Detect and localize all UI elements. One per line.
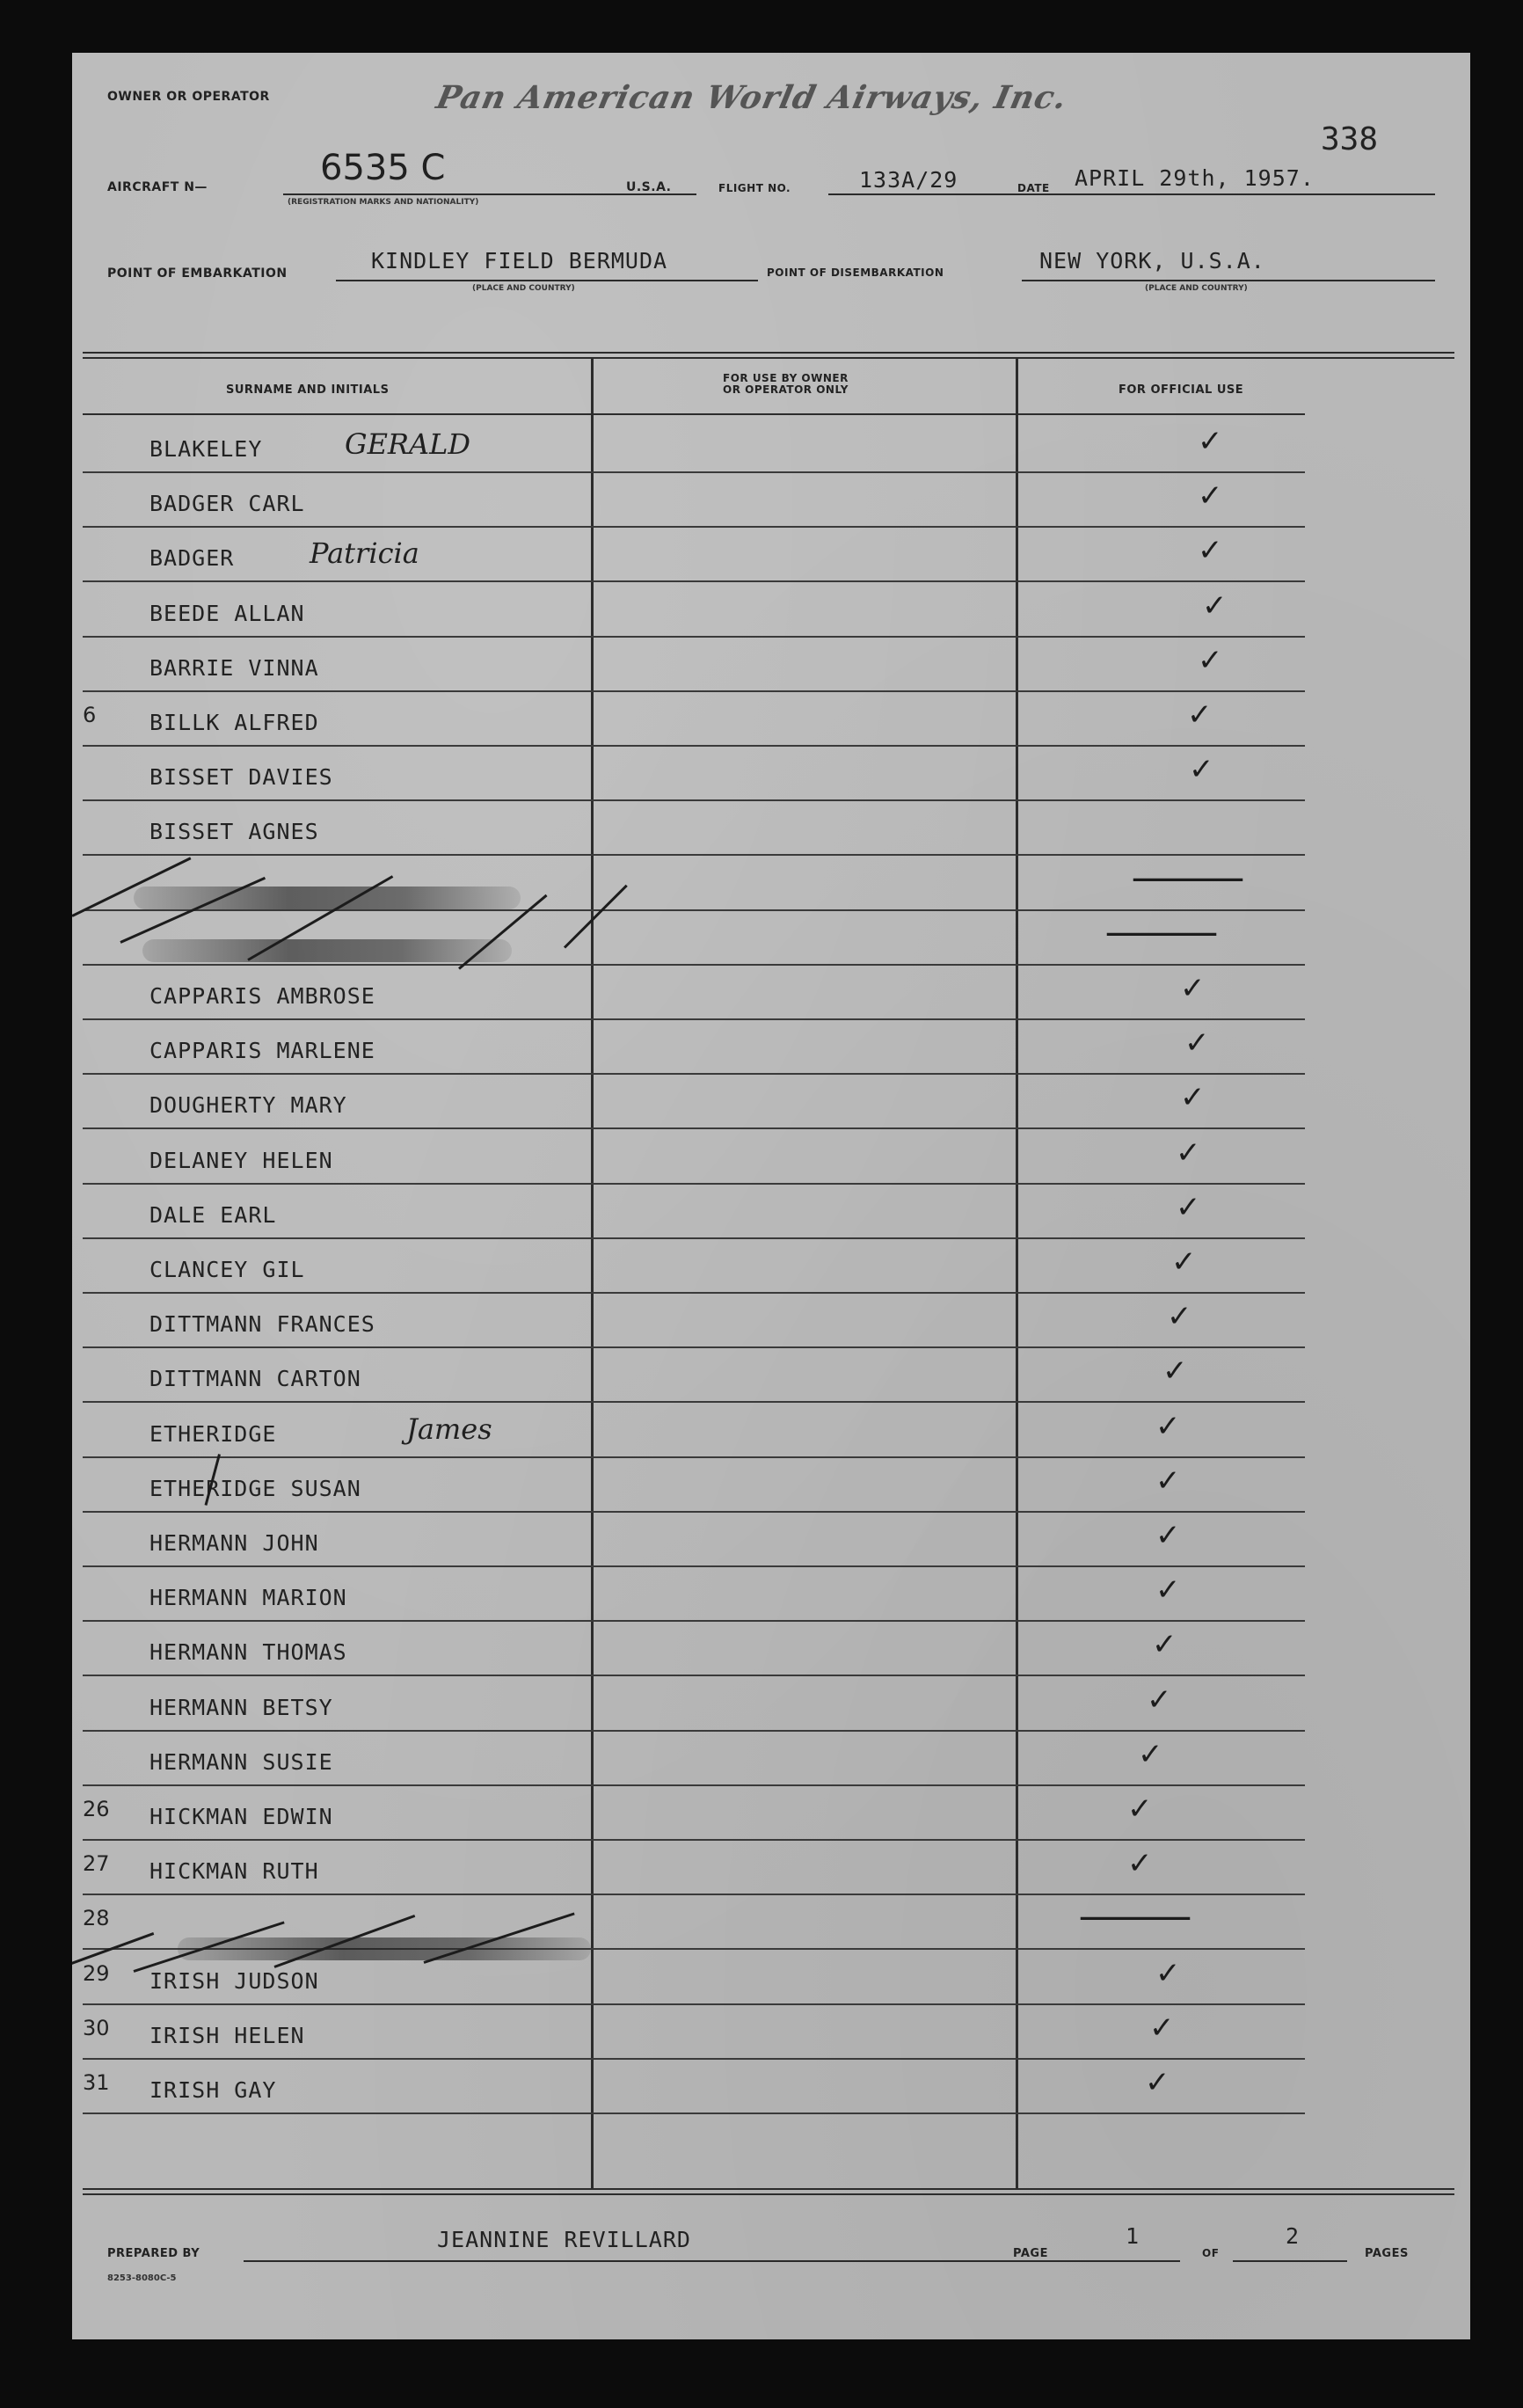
passenger-row [72,529,1470,584]
checkmark-icon: ✓ [1152,1627,1177,1663]
checkmark-icon: ✓ [1155,1955,1181,1991]
passenger-name: IRISH HELEN [149,2022,305,2048]
row-number: 26 [83,1797,110,1821]
disembarkation-label: POINT OF DISEMBARKATION [767,266,944,279]
passenger-row [72,1350,1470,1405]
passenger-name: HICKMAN EDWIN [149,1804,333,1829]
prepared-label: PREPARED BY [107,2247,200,2260]
flight-label: FLIGHT NO. [718,182,791,194]
passenger-name: DELANEY HELEN [149,1147,333,1173]
col-owner-header-2: OR OPERATOR ONLY [723,383,849,396]
passenger-row [72,2007,1470,2061]
row-number: 27 [83,1851,110,1877]
passenger-row [72,639,1470,694]
cancel-dash-mark: — [1101,907,1222,955]
col-owner-header-1: FOR USE BY OWNER [723,372,849,384]
passenger-name: DITTMANN CARTON [149,1366,361,1392]
checkmark-icon: ✓ [1198,424,1223,459]
passenger-row [72,803,1470,857]
checkmark-icon: ✓ [1176,1189,1201,1225]
passenger-name: BADGER CARL [149,491,305,517]
date-label: DATE [1017,182,1050,194]
row-number: 29 [83,1960,110,1986]
checkmark-icon: ✓ [1147,1682,1172,1718]
row-number: 28 [83,1906,110,1931]
passenger-row [72,1733,1470,1788]
checkmark-icon: ✓ [1155,1408,1181,1444]
passenger-name: HERMANN JOHN [149,1530,319,1556]
passenger-row [72,1405,1470,1460]
registration-note: (REGISTRATION MARKS AND NATIONALITY) [288,198,479,207]
passenger-name: BADGER [149,545,235,572]
of-label: OF [1202,2247,1220,2259]
manifest-page [72,53,1470,2339]
passenger-row [72,475,1470,529]
passenger-name: BEEDE ALLAN [149,600,305,626]
flight-value: 133A/29 [859,167,958,193]
prepared-value: JEANNINE REVILLARD [437,2227,691,2252]
page-label: PAGE [1013,2247,1048,2260]
row-number: 30 [83,2015,110,2040]
checkmark-icon: ✓ [1149,2010,1175,2046]
passenger-row [72,1295,1470,1350]
col-surname-header: SURNAME AND INITIALS [226,383,390,397]
handwritten-first-name: Patricia [310,536,419,571]
passenger-row [72,967,1470,1022]
checkmark-icon: ✓ [1138,1736,1163,1772]
passenger-name: BLAKELEY [149,436,263,462]
checkmark-icon: ✓ [1198,478,1223,514]
passenger-row [72,694,1470,748]
checkmark-icon: ✓ [1127,1846,1153,1882]
checkmark-icon: ✓ [1180,971,1206,1006]
passenger-name: ETHERIDGE [149,1420,277,1447]
passenger-row [72,1460,1470,1514]
passenger-row [72,1842,1470,1897]
passenger-name: BILLK ALFRED [149,710,319,735]
date-value: APRIL 29th, 1957. [1075,165,1315,191]
passenger-name: DALE EARL [149,1201,277,1228]
passenger-row [72,1679,1470,1733]
passenger-name: DITTMANN FRANCES [149,1311,375,1338]
aircraft-value: 6535 C [320,148,446,188]
passenger-name: CLANCEY GIL [149,1257,305,1282]
checkmark-icon: ✓ [1167,1299,1192,1335]
row-number: 31 [83,2070,110,2095]
checkmark-icon: ✓ [1155,1463,1181,1499]
handwritten-first-name: GERALD [345,427,471,461]
page-stamp: 338 [1321,121,1379,157]
country-label: U.S.A. [626,180,672,194]
checkmark-icon: ✓ [1187,697,1213,733]
row-number: 6 [83,703,97,727]
checkmark-icon: ✓ [1162,1354,1188,1390]
checkmark-icon: ✓ [1184,1025,1210,1062]
page-total: 2 [1286,2223,1301,2249]
passenger-row [72,1624,1470,1678]
passenger-row [72,585,1470,639]
handwritten-first-name: James [406,1412,492,1446]
checkmark-icon: ✓ [1180,1080,1206,1116]
checkmark-icon: ✓ [1202,587,1228,624]
passenger-name: HERMANN SUSIE [149,1748,333,1775]
owner-label: OWNER OR OPERATOR [107,90,270,104]
passenger-row [72,1788,1470,1842]
passenger-row [72,1186,1470,1241]
passenger-name: IRISH JUDSON [149,1967,319,1994]
checkmark-icon: ✓ [1198,642,1223,678]
passenger-name: IRISH GAY [149,2077,277,2103]
passenger-name: DOUGHERTY MARY [149,1092,347,1119]
passenger-row [72,1022,1470,1076]
disembarkation-value: NEW YORK, U.S.A. [1039,248,1265,274]
checkmark-icon: ✓ [1198,533,1223,569]
passenger-row [72,420,1470,475]
passenger-name: ETHERIDGE SUSAN [149,1475,361,1501]
checkmark-icon: ✓ [1155,1518,1181,1553]
col-official-header: FOR OFFICIAL USE [1119,383,1244,397]
checkmark-icon: ✓ [1176,1135,1201,1171]
embarkation-value: KINDLEY FIELD BERMUDA [371,248,668,274]
passenger-name: CAPPARIS AMBROSE [149,983,375,1009]
place-note-left: (PLACE AND COUNTRY) [472,284,575,293]
passenger-name: HICKMAN RUTH [149,1858,319,1885]
passenger-row [72,1241,1470,1295]
cancel-dash-mark: — [1127,852,1249,901]
place-note-right: (PLACE AND COUNTRY) [1145,284,1248,293]
embarkation-label: POINT OF EMBARKATION [107,266,288,281]
form-number: 8253-8080C-5 [107,2273,177,2283]
passenger-name: HERMANN MARION [149,1585,347,1611]
passenger-name: HERMANN BETSY [149,1694,333,1720]
passenger-name: BISSET AGNES [149,819,319,845]
checkmark-icon: ✓ [1145,2065,1170,2100]
passenger-row [72,1076,1470,1131]
cancel-dash-mark: — [1075,1892,1196,1940]
passenger-row [72,748,1470,803]
checkmark-icon: ✓ [1127,1791,1153,1827]
checkmark-icon: ✓ [1189,752,1214,788]
passenger-name: BISSET DAVIES [149,764,333,791]
passenger-name: BARRIE VINNA [149,654,319,681]
passenger-row [72,1514,1470,1569]
passenger-name: HERMANN THOMAS [149,1639,347,1666]
passenger-name: CAPPARIS MARLENE [149,1038,375,1064]
airline-name: Pan American World Airways, Inc. [433,79,1071,116]
pages-label: PAGES [1365,2247,1409,2260]
passenger-row [72,1132,1470,1186]
aircraft-label: AIRCRAFT N— [107,180,208,194]
passenger-row [72,1569,1470,1624]
checkmark-icon: ✓ [1171,1244,1197,1280]
page-number: 1 [1126,2223,1140,2249]
checkmark-icon: ✓ [1155,1572,1181,1609]
passenger-row [72,2061,1470,2116]
